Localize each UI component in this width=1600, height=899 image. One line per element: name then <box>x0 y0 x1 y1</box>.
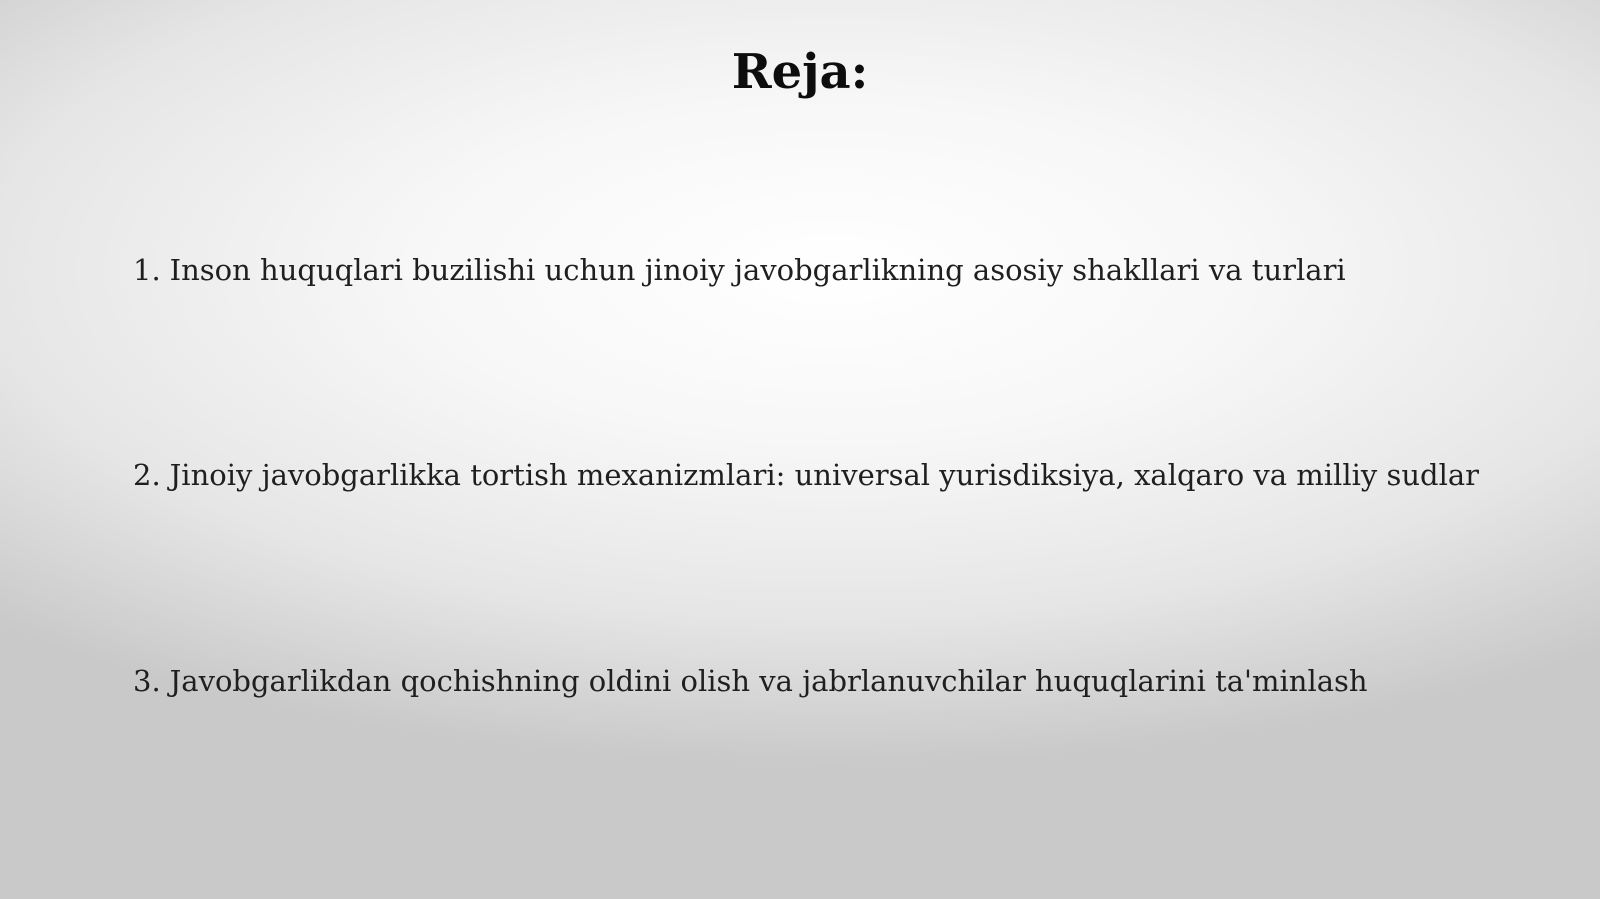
plan-item-text: Jinoiy javobgarlikka tortish mexanizmlari: universal yurisdiksiya, xalqaro va milliy sudlar <box>169 458 1480 492</box>
plan-item-text: Javobgarlikdan qochishning oldini olish va jabrlanuvchilar huquqlarini ta'minlash <box>169 664 1368 698</box>
slide-title: Reja: <box>731 44 869 100</box>
plan-item-text: Inson huquqlari buzilishi uchun jinoiy javobgarlikning asosiy shakllari va turlari <box>169 253 1346 287</box>
plan-item-3 <box>133 661 1368 701</box>
plan-item-1 <box>133 250 1346 290</box>
plan-item-number: 3. <box>133 664 161 698</box>
plan-item-2 <box>133 455 1479 495</box>
plan-item-number: 1. <box>133 253 161 287</box>
plan-item-number: 2. <box>133 458 161 492</box>
